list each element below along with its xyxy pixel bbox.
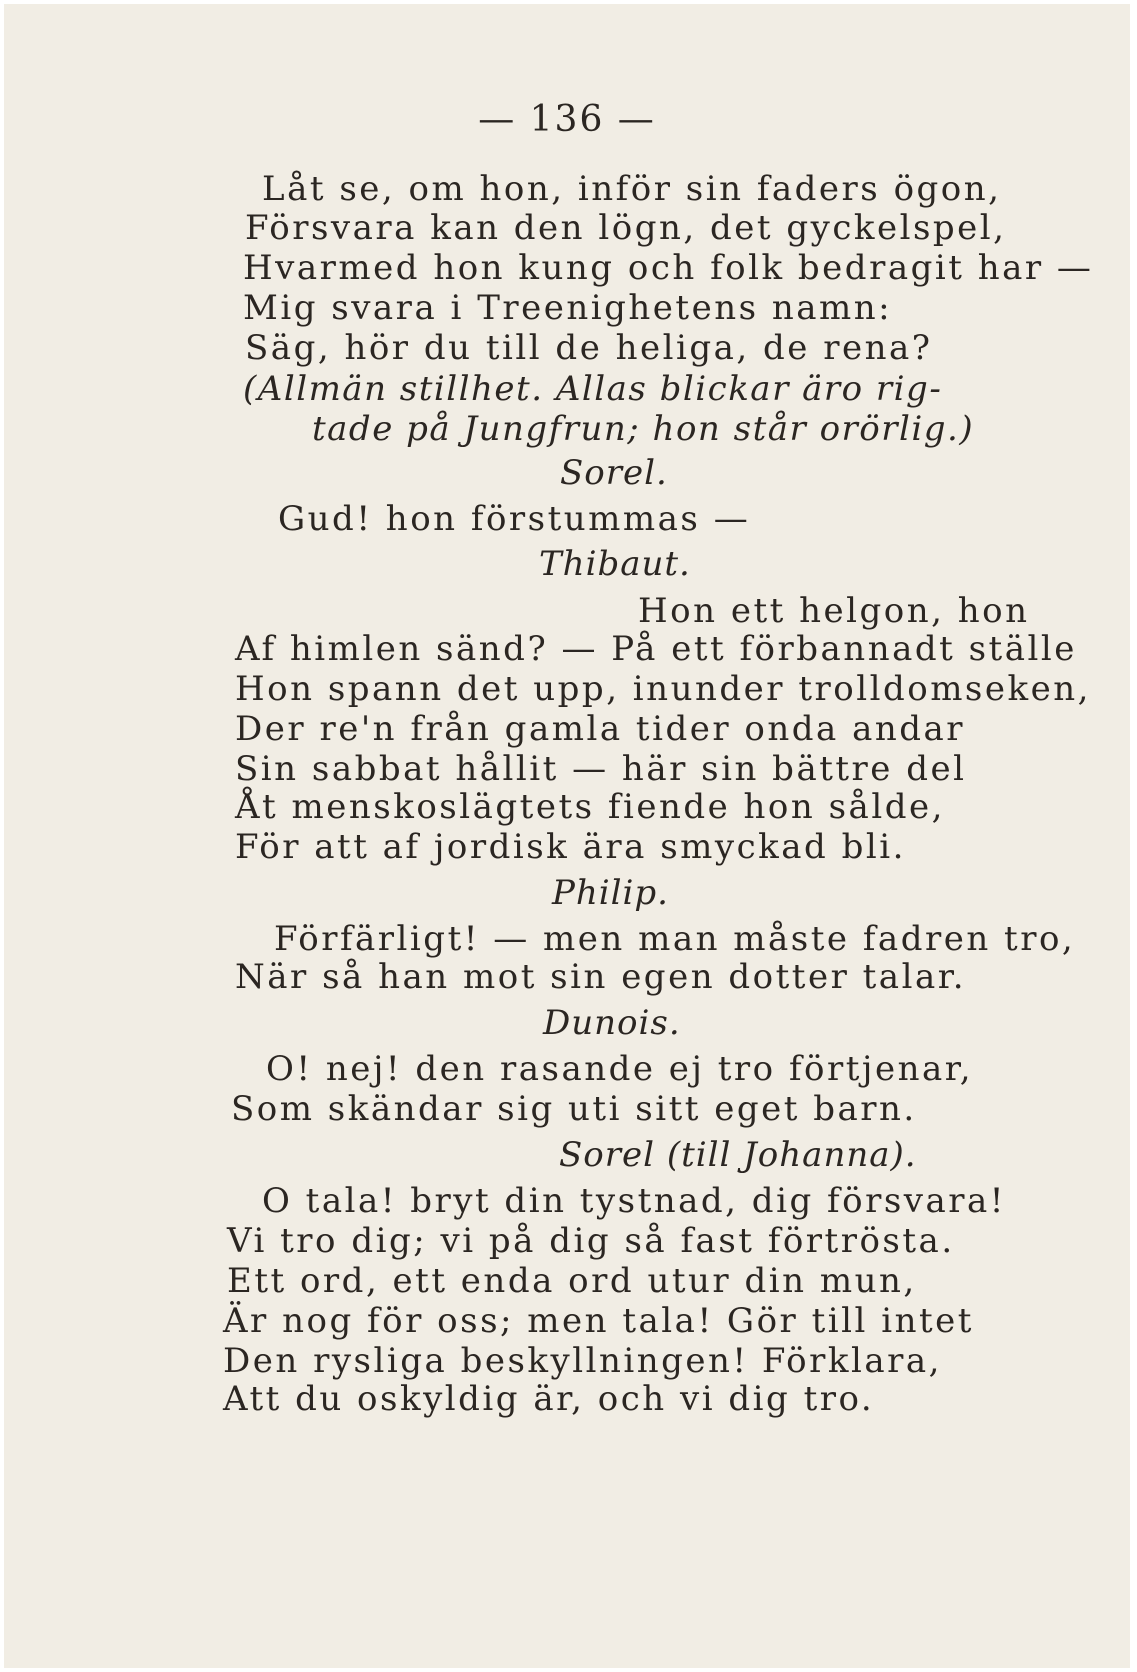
verse-line: O! nej! den rasande ej tro förtjenar, bbox=[266, 1049, 974, 1089]
verse-line: Sin sabbat hållit — här sin bättre del bbox=[235, 749, 967, 789]
verse-line: Mig svara i Treenighetens namn: bbox=[243, 288, 893, 328]
verse-line: O tala! bryt din tystnad, dig försvara! bbox=[262, 1181, 1006, 1221]
verse-line: Åt menskoslägtets fiende hon sålde, bbox=[235, 787, 945, 827]
page-number: — 136 — bbox=[478, 99, 656, 140]
book-page bbox=[4, 4, 1130, 1668]
speaker-name: Sorel (till Johanna). bbox=[559, 1135, 917, 1175]
verse-line: Förfärligt! — men man måste fadren tro, bbox=[274, 919, 1076, 959]
speaker-name: Philip. bbox=[552, 873, 669, 913]
speaker-name: Thibaut. bbox=[539, 544, 691, 584]
verse-line: När så han mot sin egen dotter talar. bbox=[235, 957, 967, 997]
verse-line: Der re'n från gamla tider onda andar bbox=[235, 709, 966, 749]
stage-direction: (Allmän stillhet. Allas blickar äro rig- bbox=[243, 369, 943, 409]
verse-line: Hon spann det upp, inunder trolldomseken, bbox=[235, 669, 1091, 709]
verse-line: Hvarmed hon kung och folk bedragit har — bbox=[243, 248, 1094, 288]
verse-line: Som skändar sig uti sitt eget barn. bbox=[231, 1089, 917, 1129]
verse-line: Den rysliga beskyllningen! Förklara, bbox=[223, 1341, 942, 1381]
verse-line: Ett ord, ett enda ord utur din mun, bbox=[227, 1261, 917, 1301]
verse-line: Vi tro dig; vi på dig så fast förtrösta. bbox=[227, 1221, 955, 1261]
verse-line: Säg, hör du till de heliga, de rena? bbox=[245, 328, 933, 368]
speaker-name: Sorel. bbox=[560, 453, 668, 493]
verse-line: Hon ett helgon, hon bbox=[638, 591, 1030, 631]
verse-line: Att du oskyldig är, och vi dig tro. bbox=[223, 1379, 875, 1419]
speaker-name: Dunois. bbox=[543, 1003, 681, 1043]
verse-line: Är nog för oss; men tala! Gör till intet bbox=[223, 1301, 974, 1341]
stage-direction: tade på Jungfrun; hon står orörlig.) bbox=[312, 409, 975, 449]
verse-line: Gud! hon förstummas — bbox=[278, 499, 751, 539]
verse-line: Försvara kan den lögn, det gyckelspel, bbox=[245, 208, 1007, 248]
verse-line: För att af jordisk ära smyckad bli. bbox=[235, 827, 906, 867]
verse-line: Låt se, om hon, inför sin faders ögon, bbox=[262, 169, 1002, 209]
verse-line: Af himlen sänd? — På ett förbannadt ställe bbox=[235, 629, 1077, 669]
